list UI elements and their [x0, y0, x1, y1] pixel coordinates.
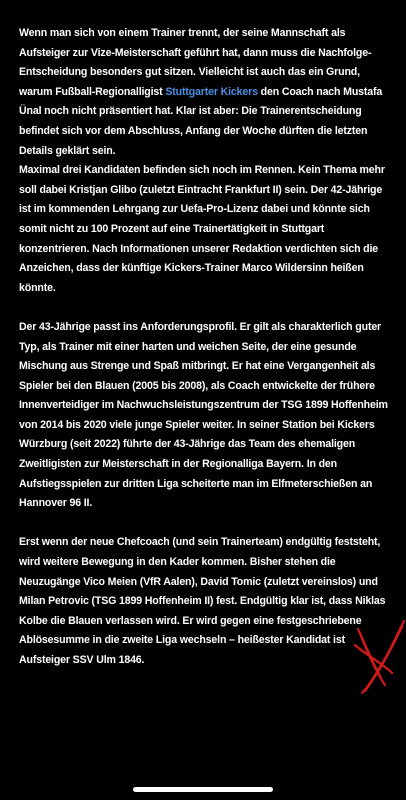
article-body	[19, 24, 391, 671]
red-x-mark-icon	[352, 615, 406, 695]
stuttgarter-kickers-link[interactable]: Stuttgarter Kickers	[165, 85, 258, 98]
paragraph-3: Der 43-Jährige passt ins Anforderungsprofil. Er gilt als charakterlich guter Typ, als Trainer mit einer harten und weichen Seite, der eine gesunde Mischung aus Strenge und Spaß mitbringt. Er hat eine Vergangenheit als Spieler bei den Blauen (2005 bis 2008), als Coach entwickelte der frühere Innenverteidiger im Nachwuchsleistungszentrum der TSG 1899 Hoffenheim von 2014 bis 2020 viele junge Spieler weiter. In seiner Station bei Kickers Würzburg (seit 2022) führte der 43-Jährige das Team des ehemaligen Zweitligisten zur Meisterschaft in der Regionalliga Bayern. In den Aufstiegsspielen zur dritten Liga scheiterte man im Elfmeterschießen an Hannover 96 II.	[19, 320, 388, 510]
paragraph-4: Erst wenn der neue Chefcoach (und sein Trainerteam) endgültig feststeht, wird weitere Bewegung in den Kader kommen. Bisher stehen die Neuzugänge Vico Meien (VfR Aalen), David Tomic (zuletzt vereinslos) und Milan Petrovic (TSG 1899 Hoffenheim II) fest. Endgültig klar ist, dass Niklas Kolbe die Blauen verlassen wird. Er wird gegen eine festgeschriebene Ablösesumme in die zweite Liga wechseln – heißester Kandidat ist Aufsteiger SSV Ulm 1846.	[19, 536, 386, 666]
home-indicator[interactable]	[133, 787, 273, 792]
paragraph-1	[19, 24, 391, 161]
paragraph-1-text-before: Wenn man sich von einem Trainer trennt, der seine Mannschaft als Aufsteiger zur Vize-Meisterschaft geführt hat, dann muss die Nachfolge-Entscheidung besonders gut sitzen. Vielleicht ist auch das ein Grund, warum Fußball-Regionalligist	[19, 27, 372, 98]
paragraph-1-text-after: den Coach nach Mustafa Ünal noch nicht präsentiert hat. Klar ist aber: Die Trainerentscheidung befindet sich vor dem Abschluss, Anfang der Woche dürften die letzten Details geklärt sein.	[19, 85, 383, 157]
paragraph-2: Maximal drei Kandidaten befinden sich noch im Rennen. Kein Thema mehr soll dabei Kristjan Glibo (zuletzt Eintracht Frankfurt II) sein. Der 42-Jährige ist im kommenden Lehrgang zur Uefa-Pro-Lizenz dabei und könnte sich somit nicht zu 100 Prozent auf eine Trainertätigkeit in Stuttgart konzentrieren. Nach Informationen unserer Redaktion verdichten sich die Anzeichen, dass der künftige Kickers-Trainer Marco Wildersinn heißen könnte.	[19, 164, 385, 294]
